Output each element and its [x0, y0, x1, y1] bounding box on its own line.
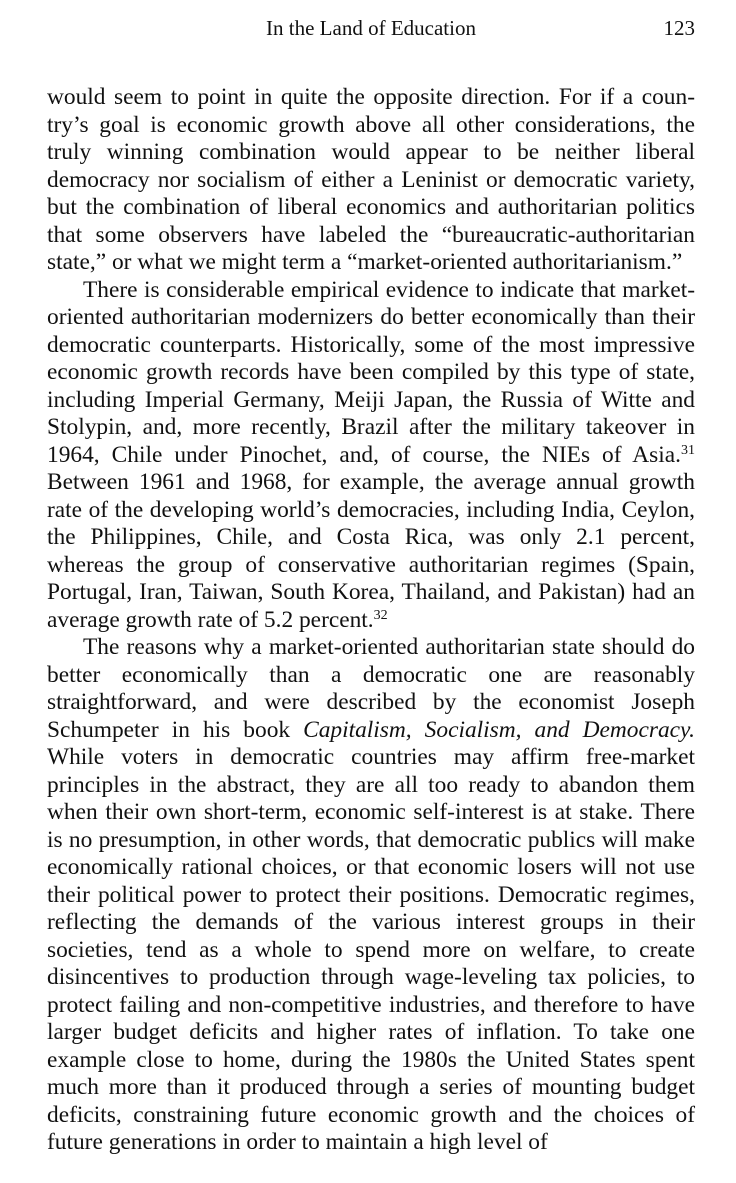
page-number: 123	[663, 16, 695, 40]
paragraph-3-text-a: The reasons why a market-oriented authoritarian state should do better economically than a democratic one are reasonably straightforward, and were described by the economist Joseph Schumpeter in his book	[47, 634, 695, 743]
running-header	[47, 12, 695, 46]
paragraph-1	[47, 84, 695, 277]
paragraph-3	[47, 634, 695, 1157]
paragraph-3-text-b: While voters in democratic countries may affirm free-market principles in the abstract, they are all too ready to abandon them when their own short-term, economic self-interest is at stake. There is no presumption, in other words, that democratic publics will make economically rational choices, or that economic losers will not use their political power to protect their positions. Democratic regimes, reflecting the demands of the various interest groups in their societies, tend as a whole to spend more on welfare, to create disincentives to production through wage-leveling tax policies, to protect failing and non-competitive industries, and therefore to have larger budget deficits and higher rates of inflation. To take one example close to home, during the 1980s the United States spent much more than it produced through a series of mounting budget deficits, constraining future economic growth and the choices of future generations in order to maintain a high level of	[47, 744, 695, 1155]
running-title: In the Land of Education	[266, 16, 476, 40]
body-text	[47, 84, 695, 1157]
paragraph-2	[47, 277, 695, 635]
book-title: Capitalism, Socialism, and Democracy.	[303, 716, 695, 743]
paragraph-1-text: would seem to point in quite the opposite direction. For if a country’s goal is economic growth above all other considerations, the truly winning combination would appear to be neither liberal democracy nor socialism of either a Leninist or democratic variety, but the combination of liberal economics and authoritarian politics that some observers have labeled the “bureaucratic-authoritarian state,” or what we might term a “market-oriented authoritarianism.”	[47, 84, 695, 275]
footnote-ref-31: 31	[681, 442, 695, 458]
paragraph-2-text-a: There is considerable empirical evidence to indicate that market-oriented authoritarian modernizers do better economically than their democratic counterparts. Historically, some of the most impressive economic growth records have been compiled by this type of state, including Imperial Germany, Meiji Japan, the Russia of Witte and Stolypin, and, more recently, Brazil after the military takeover in 1964, Chile under Pinochet, and, of course, the NIEs of Asia.	[47, 276, 695, 468]
paragraph-2-text-b: Between 1961 and 1968, for example, the average annual growth rate of the developing world’s democracies, including India, Ceylon, the Philippines, Chile, and Costa Rica, was only 2.1 percent, whereas the group of conservative authoritarian regimes (Spain, Portugal, Iran, Taiwan, South Korea, Thailand, and Pakistan) had an average growth rate of 5.2 percent.	[47, 469, 695, 633]
footnote-ref-32: 32	[373, 607, 388, 623]
